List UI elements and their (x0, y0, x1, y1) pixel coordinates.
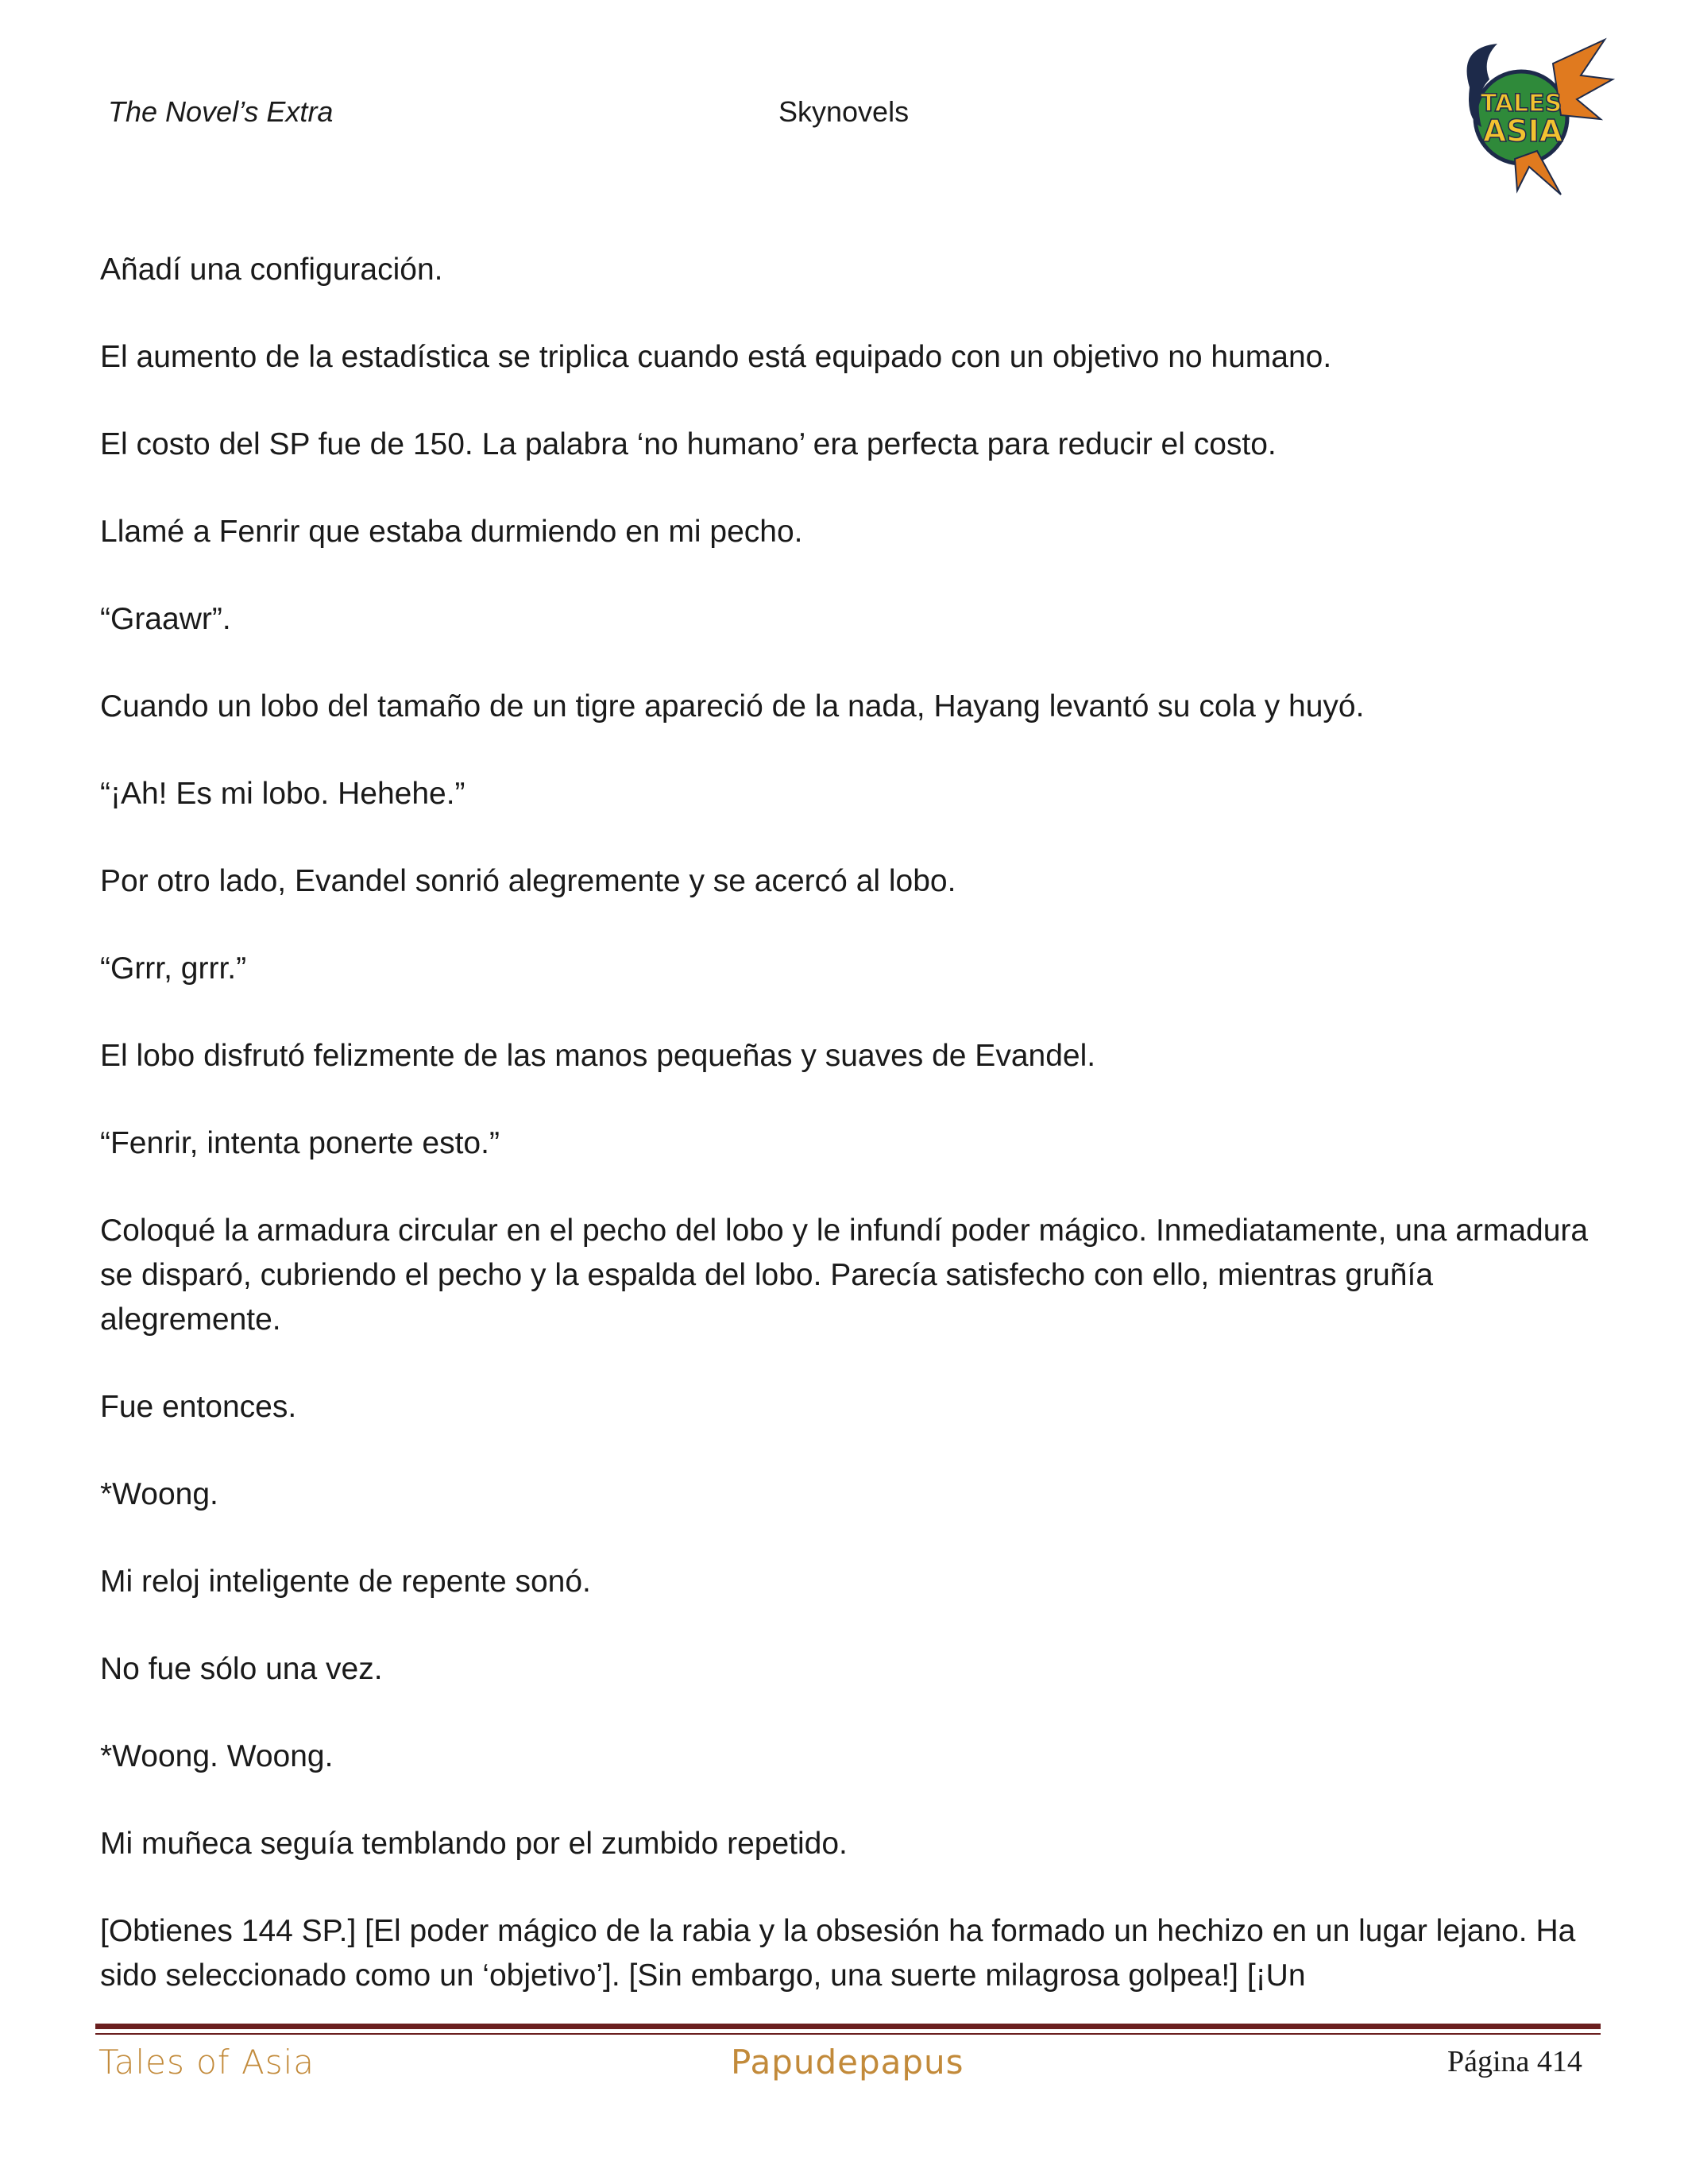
paragraph: No fue sólo una vez. (100, 1652, 383, 1686)
paragraph: Por otro lado, Evandel sonrió alegremente y se acercó al lobo. (100, 864, 956, 898)
paragraph: *Woong. Woong. (100, 1739, 334, 1773)
paragraph: “¡Ah! Es mi lobo. Hehehe.” (100, 777, 465, 811)
paragraph: [Obtienes 144 SP.] [El poder mágico de la rabia y la obsesión ha formado un hechizo en un lugar lejano. Ha sido seleccionado como un ‘objetivo’]. [Sin embargo, una suerte milagrosa golpea!] [¡Un (100, 1914, 1576, 1993)
paragraph: Mi reloj inteligente de repente sonó. (100, 1565, 591, 1599)
paragraph: “Fenrir, intenta ponerte esto.” (100, 1126, 500, 1160)
paragraph: “Graawr”. (100, 602, 231, 636)
header-site-name: Skynovels (778, 95, 910, 128)
paragraph: Llamé a Fenrir que estaba durmiendo en mi pecho. (100, 515, 803, 549)
logo-text-tales: TALES (1480, 90, 1562, 118)
paragraph: El costo del SP fue de 150. La palabra ‘no humano’ era perfecta para reducir el costo. (100, 427, 1277, 461)
paragraph: “Grrr, grrr.” (100, 951, 247, 986)
paragraph: El lobo disfrutó felizmente de las manos pequeñas y suaves de Evandel. (100, 1039, 1096, 1073)
paragraph: *Woong. (100, 1477, 218, 1511)
footer-rule-thin (95, 2033, 1601, 2035)
paragraph: El aumento de la estadística se triplica cuando está equipado con un objetivo no humano. (100, 340, 1332, 374)
footer-translator: Papudepapus (731, 2043, 964, 2082)
footer-publisher: Tales of Asia (98, 2043, 315, 2082)
footer-page-number: Página 414 (1447, 2045, 1582, 2078)
paragraph: Añadí una configuración. (100, 253, 443, 287)
logo-text-asia: ASIA (1482, 114, 1563, 149)
header-novel-title: The Novel’s Extra (108, 95, 334, 128)
paragraph: Coloqué la armadura circular en el pecho del lobo y le infundí poder mágico. Inmediatamente, una armadura se disparó, cubriendo el pecho y la espalda del lobo. Parecía satisfecho con ello, mientras gruñía alegremente. (100, 1214, 1589, 1337)
logo-dragon-tail (1515, 151, 1561, 195)
paragraph: Cuando un lobo del tamaño de un tigre apareció de la nada, Hayang levantó su cola y huyó. (100, 689, 1365, 723)
tales-of-asia-logo (1442, 32, 1617, 199)
footer-rule-thick (95, 2024, 1601, 2029)
chapter-body (100, 248, 1593, 1998)
paragraph: Mi muñeca seguía temblando por el zumbido repetido. (100, 1827, 848, 1861)
paragraph: Fue entonces. (100, 1390, 297, 1424)
